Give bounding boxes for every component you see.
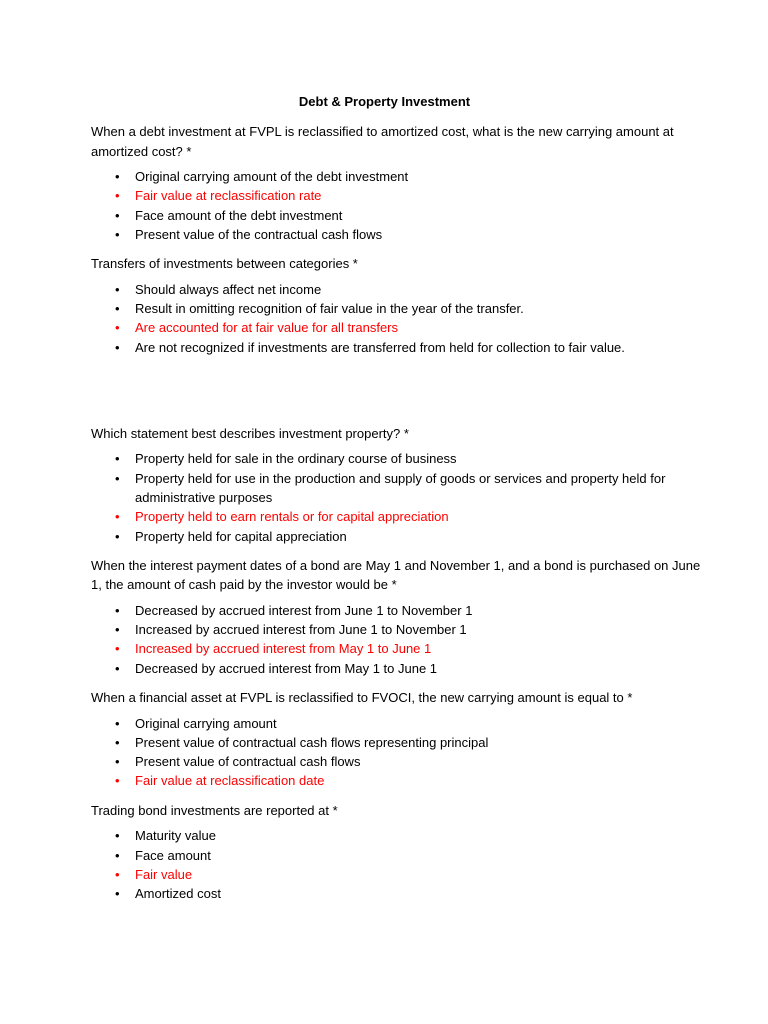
question-prompt: When a debt investment at FVPL is reclassified to amortized cost, what is the new carrying amount at amortized cost? * [91, 124, 674, 159]
bullet-icon: • [115, 754, 120, 770]
option-list [91, 826, 708, 903]
bullet-icon: • [115, 641, 120, 657]
option-item [91, 714, 708, 733]
bullet-icon: • [115, 734, 120, 750]
option-text: Present value of contractual cash flows representing principal [135, 734, 489, 750]
bullet-icon: • [115, 828, 120, 844]
option-item [91, 620, 708, 639]
option-item [91, 826, 708, 845]
document-title: Debt & Property Investment [298, 94, 471, 109]
question-prompt: Transfers of investments between categories * [91, 256, 358, 272]
option-text: Are accounted for at fair value for all transfers [135, 320, 399, 336]
question-block [91, 801, 708, 904]
option-text: Should always affect net income [135, 281, 322, 297]
blank-space [91, 367, 708, 424]
option-text: Face amount [135, 847, 211, 863]
option-text: Are not recognized if investments are transferred from held for collection to fair value. [135, 339, 625, 355]
correct-option [91, 318, 708, 337]
option-list [91, 601, 708, 678]
option-item [91, 225, 708, 244]
bullet-icon: • [115, 715, 120, 731]
correct-option [91, 771, 708, 790]
question-prompt: Which statement best describes investment property? * [91, 425, 409, 441]
option-item [91, 280, 708, 299]
bullet-icon: • [115, 528, 120, 544]
option-text: Original carrying amount [135, 715, 277, 731]
option-text: Present value of the contractual cash flows [135, 226, 383, 242]
question-list [91, 122, 708, 903]
bullet-icon: • [115, 622, 120, 638]
option-item [91, 846, 708, 865]
question-block [91, 122, 708, 244]
bullet-icon: • [115, 169, 120, 184]
option-item [91, 167, 708, 186]
option-item [91, 449, 708, 468]
option-text: Property held for sale in the ordinary course of business [135, 451, 457, 467]
option-item [91, 469, 708, 508]
question-block [91, 688, 708, 791]
bullet-icon: • [115, 281, 120, 297]
question-prompt: When the interest payment dates of a bond are May 1 and November 1, and a bond is purchased on June 1, the amount of cash paid by the investor would be * [91, 557, 701, 593]
bullet-icon: • [115, 188, 120, 204]
option-text: Property held to earn rentals or for capital appreciation [135, 509, 449, 525]
option-text: Amortized cost [135, 886, 221, 902]
option-text: Decreased by accrued interest from June 1 to November 1 [135, 602, 473, 618]
option-text: Present value of contractual cash flows [135, 754, 361, 770]
option-item [91, 527, 708, 546]
bullet-icon: • [115, 660, 120, 676]
option-list [91, 167, 708, 244]
bullet-icon: • [115, 509, 120, 525]
option-item [91, 752, 708, 771]
option-text: Maturity value [135, 828, 216, 844]
option-item [91, 733, 708, 752]
option-item [91, 338, 708, 357]
correct-option [91, 186, 708, 205]
bullet-icon: • [115, 866, 120, 882]
bullet-icon: • [115, 886, 120, 902]
bullet-icon: • [115, 773, 120, 789]
bullet-icon: • [115, 226, 120, 242]
bullet-icon: • [115, 320, 120, 336]
question-block [91, 254, 708, 357]
option-list [91, 280, 708, 357]
option-text: Decreased by accrued interest from May 1 to June 1 [135, 660, 438, 676]
bullet-icon: • [115, 339, 120, 355]
bullet-icon: • [115, 300, 120, 316]
option-item [91, 206, 708, 225]
question-prompt: When a financial asset at FVPL is reclassified to FVOCI, the new carrying amount is equal to * [91, 690, 633, 706]
bullet-icon: • [115, 470, 120, 486]
bullet-icon: • [115, 451, 120, 467]
option-text: Increased by accrued interest from June 1 to November 1 [135, 622, 467, 638]
option-item [91, 884, 708, 903]
question-prompt: Trading bond investments are reported at * [91, 802, 338, 818]
option-text: Property held for use in the production and supply of goods or services and property held for administrative purposes [135, 470, 666, 505]
correct-option [91, 865, 708, 884]
option-text: Fair value [135, 866, 193, 882]
question-block [91, 556, 708, 678]
option-text: Result in omitting recognition of fair value in the year of the transfer. [135, 300, 524, 316]
bullet-icon: • [115, 602, 120, 618]
option-list [91, 449, 708, 545]
option-item [91, 601, 708, 620]
bullet-icon: • [115, 847, 120, 863]
option-text: Face amount of the debt investment [135, 207, 343, 223]
option-text: Property held for capital appreciation [135, 528, 347, 544]
correct-option [91, 639, 708, 658]
option-text: Fair value at reclassification rate [135, 188, 322, 204]
question-block [91, 424, 708, 546]
option-list [91, 714, 708, 791]
option-text: Fair value at reclassification date [135, 773, 325, 789]
option-text: Original carrying amount of the debt investment [135, 169, 409, 184]
option-item [91, 299, 708, 318]
option-item [91, 659, 708, 678]
option-text: Increased by accrued interest from May 1 to June 1 [135, 641, 432, 657]
bullet-icon: • [115, 207, 120, 223]
correct-option [91, 507, 708, 526]
